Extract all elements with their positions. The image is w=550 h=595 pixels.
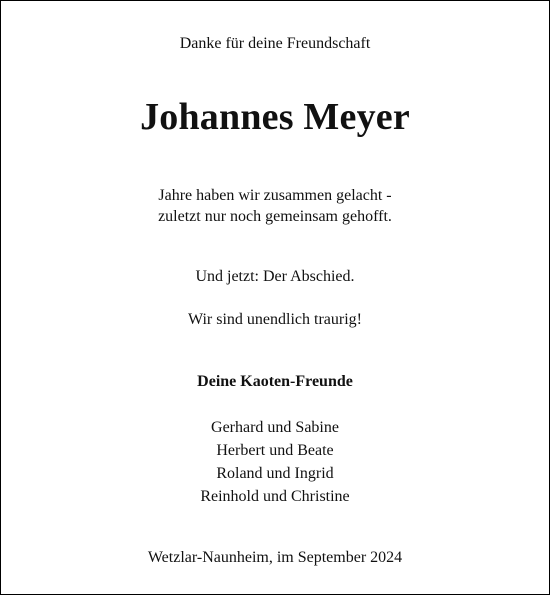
friend-pair: Gerhard und Sabine (211, 419, 339, 436)
friend-pair: Roland und Ingrid (216, 465, 334, 482)
friend-pair: Herbert und Beate (216, 442, 334, 459)
signature-heading: Deine Kaoten-Freunde (197, 373, 353, 390)
friends-list (1, 416, 549, 508)
sorrow-line: Wir sind unendlich traurig! (188, 311, 362, 328)
verse-line: Jahre haben wir zusammen gelacht - (158, 187, 392, 204)
farewell-line: Und jetzt: Der Abschied. (195, 268, 355, 285)
intro-line: Danke für deine Freundschaft (179, 35, 371, 52)
deceased-name: Johannes Meyer (140, 96, 410, 138)
place-date: Wetzlar-Naunheim, im September 2024 (147, 549, 403, 566)
verse-line: zuletzt nur noch gemeinsam gehofft. (158, 208, 392, 225)
verse-block (1, 185, 549, 227)
friend-pair: Reinhold und Christine (200, 488, 350, 505)
